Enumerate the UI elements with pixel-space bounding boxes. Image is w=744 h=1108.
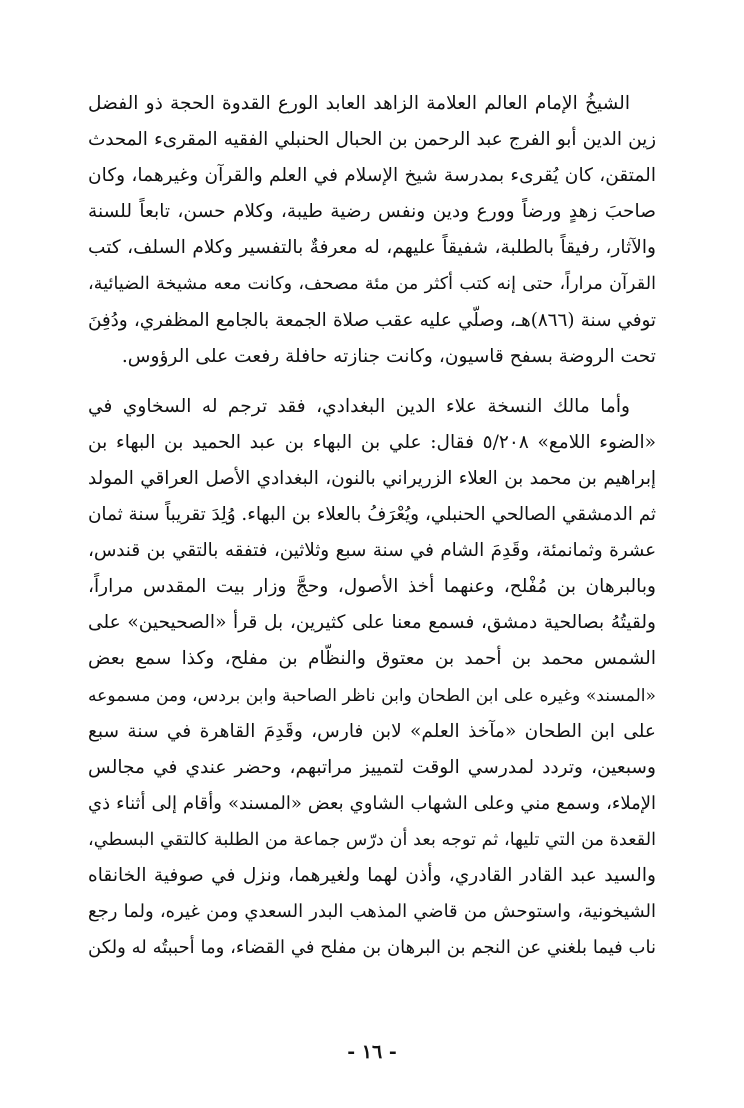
text-line: الشيخُ الإمام العالم العلامة الزاهد العابد الورع القدوة الحجة ذو الفضل xyxy=(88,93,630,114)
text-line: والسيد عبد القادر القادري، وأذن لهما ولغيرهما، ونزل في صوفية الخانقاه xyxy=(88,864,656,886)
text-line: توفي سنة (٨٦٦)هـ، وصلّي عليه عقب صلاة الجمعة بالجامع المظفري، ودُفِنَ xyxy=(88,309,656,331)
text-line: وبالبرهان بن مُفْلح، وعنهما أخذ الأصول، وحجَّ وزار بيت المقدس مراراً، xyxy=(88,576,656,598)
text-line: تحت الروضة بسفح قاسيون، وكانت جنازته حافلة رفعت على الرؤوس. xyxy=(121,345,656,367)
text-line: زين الدين أبو الفرج عبد الرحمن بن الحبال الحنبلي الفقيه المقرىء المحدث xyxy=(88,129,656,151)
text-line: ناب فيما بلغني عن النجم بن البرهان بن مفلح في القضاء، وما أحببتُه له ولكن xyxy=(88,937,656,959)
text-body xyxy=(88,86,656,966)
text-line: الشيخونية، واستوحش من قاضي المذهب البدر السعدي ومن غيره، ولما رجع xyxy=(88,901,656,923)
text-line: إبراهيم بن محمد بن العلاء الزريراني بالنون، البغدادي الأصل العراقي المولد xyxy=(88,467,656,489)
paragraph-biography-ala-al-din xyxy=(88,389,656,967)
text-line: المتقن، كان يُقرىء بمدرسة شيخ الإسلام في العلم والقرآن وغيرهما، وكان xyxy=(88,165,656,187)
page-number: - ١٦ - xyxy=(347,1041,397,1063)
text-line: وسبعين، وتردد لمدرسي الوقت لتمييز مراتبهم، وحضر عندي في مجالس xyxy=(88,756,656,778)
text-line: القعدة من التي تليها، ثم توجه بعد أن درّس جماعة من الطلبة كالتقي البسطي، xyxy=(88,829,656,850)
paragraph-biography-ibn-al-habbal xyxy=(88,86,656,375)
text-line: ثم الدمشقي الصالحي الحنبلي، ويُعْرَفُ بالعلاء بن البهاء. وُلِدَ تقريباً سنة ثمان xyxy=(88,504,656,526)
text-line: «الضوء اللامع» ٥/٢٠٨ فقال: علي بن البهاء بن عبد الحميد بن البهاء بن xyxy=(88,431,656,453)
text-line: على ابن الطحان «مآخذ العلم» لابن فارس، وقَدِمَ القاهرة في سنة سبع xyxy=(88,720,656,742)
text-line: «المسند» وغيره على ابن الطحان وابن ناظر الصاحبة وابن بردس، ومن مسموعه xyxy=(88,685,656,706)
text-line: والآثار، رفيقاً بالطلبة، شفيقاً عليهم، له معرفةٌ بالتفسير وكلام السلف، كتب xyxy=(88,237,656,259)
text-line: ولقيتُهُ بصالحية دمشق، فسمع معنا على كثيرين، بل قرأ «الصحيحين» على xyxy=(88,612,656,634)
text-line: صاحبَ زهدٍ ورضاً وورع ودين ونفس رضية طيبة، وكلام حسن، تابعاً للسنة xyxy=(88,201,656,223)
text-line: الشمس محمد بن أحمد بن معتوق والنظّام بن مفلح، وكذا سمع بعض xyxy=(88,648,656,670)
text-line: القرآن مراراً، حتى إنه كتب أكثر من مئة مصحف، وكانت معه مشيخة الضيائية، xyxy=(88,274,656,295)
text-line: الإملاء، وسمع مني وعلى الشهاب الشاوي بعض «المسند» وأقام إلى أثناء ذي xyxy=(88,792,656,814)
text-line: وأما مالك النسخة علاء الدين البغدادي، فقد ترجم له السخاوي في xyxy=(88,395,630,417)
text-line: عشرة وثمانمئة، وقَدِمَ الشام في سنة سبع وثلاثين، فتفقه بالتقي بن قندس، xyxy=(88,540,656,562)
